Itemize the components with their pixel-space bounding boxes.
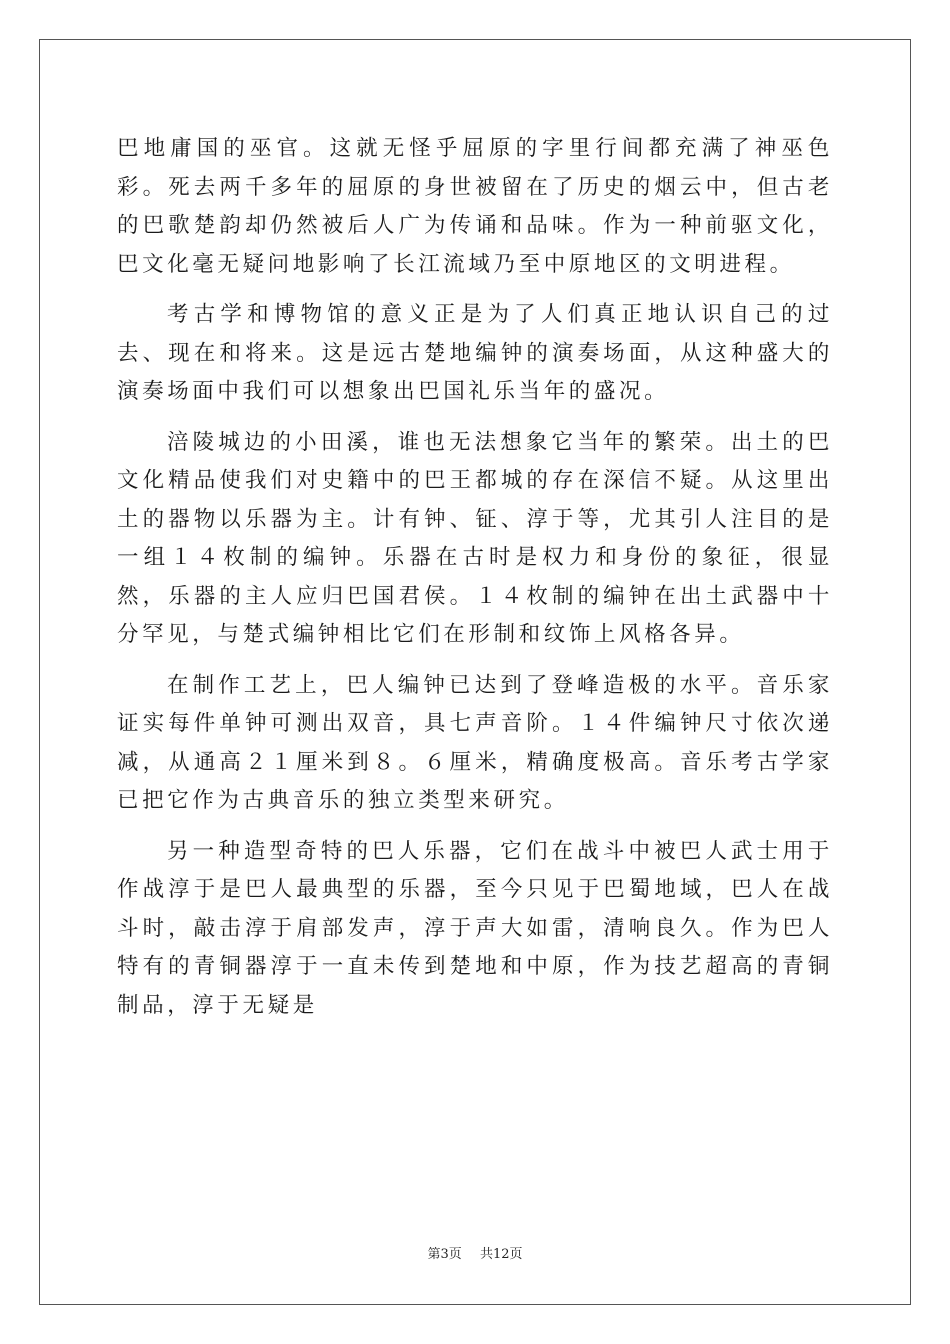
paragraph-1: 巴地庸国的巫官。这就无怪乎屈原的字里行间都充满了神巫色彩。死去两千多年的屈原的身世被留在了历史的烟云中，但古老的巴歌楚韵却仍然被后人广为传诵和品味。作为一种前驱文化，巴文化毫无疑问地影响了长江流域乃至中原地区的文明进程。 (117, 136, 833, 277)
page-number-total: 共12页 (479, 1247, 523, 1262)
document-body (117, 130, 833, 1025)
paragraph-2: 考古学和博物馆的意义正是为了人们真正地认识自己的过去、现在和将来。这是远古楚地编钟的演奏场面，从这种盛大的演奏场面中我们可以想象出巴国礼乐当年的盛况。 (117, 302, 833, 404)
paragraph-4: 在制作工艺上，巴人编钟已达到了登峰造极的水平。音乐家证实每件单钟可测出双音，具七声音阶。１４件编钟尺寸依次递减，从通高２１厘米到８。６厘米，精确度极高。音乐考古学家已把它作为古典音乐的独立类型来研究。 (117, 672, 833, 813)
paragraph-3: 涪陵城边的小田溪，谁也无法想象它当年的繁荣。出土的巴文化精品使我们对史籍中的巴王都城的存在深信不疑。从这里出土的器物以乐器为主。计有钟、钲、淳于等，尤其引人注目的是一组１４枚制的编钟。乐器在古时是权力和身份的象征，很显然，乐器的主人应归巴国君侯。１４枚制的编钟在出土武器中十分罕见，与楚式编钟相比它们在形制和纹饰上风格各异。 (117, 429, 833, 647)
paragraph-5: 另一种造型奇特的巴人乐器，它们在战斗中被巴人武士用于作战淳于是巴人最典型的乐器，至今只见于巴蜀地域，巴人在战斗时，敲击淳于肩部发声，淳于声大如雷，清响良久。作为巴人特有的青铜器淳于一直未传到楚地和中原，作为技艺超高的青铜制品，淳于无疑是 (117, 838, 833, 1018)
page-footer (0, 1243, 950, 1262)
page-number-current: 第3页 (427, 1247, 462, 1262)
